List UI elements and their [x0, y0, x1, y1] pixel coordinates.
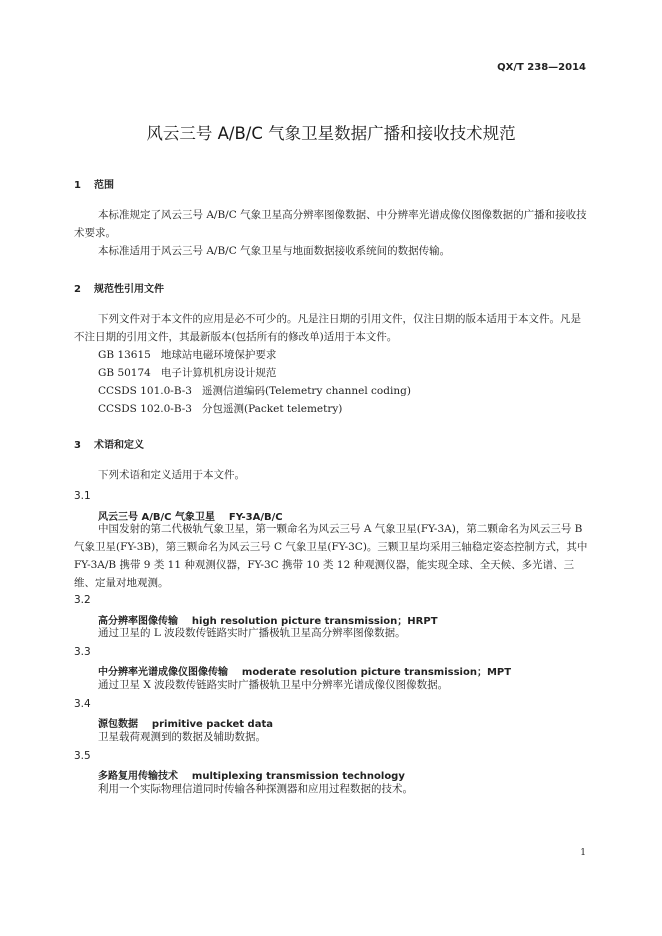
term-title: 源包数据 primitive packet data: [98, 719, 273, 730]
paragraph: 下列术语和定义适用于本文件。: [98, 469, 245, 481]
section-heading-references: [74, 280, 164, 295]
term-title: 中分辨率光谱成像仪图像传输 moderate resolution picture transmission；MPT: [98, 667, 512, 678]
section-number: 2: [74, 284, 81, 295]
reference-item: GB 13615 地球站电磁环境保护要求: [98, 349, 277, 361]
term-definition: 利用一个实际物理信道同时传输各种探测器和应用过程数据的技术。: [98, 783, 413, 795]
term-number: 3.1: [74, 490, 91, 502]
term-number: 3.3: [74, 646, 91, 658]
reference-item: GB 50174 电子计算机机房设计规范: [98, 367, 277, 379]
section-title: 范围: [94, 180, 114, 191]
standard-code: QX/T 238—2014: [497, 62, 586, 73]
page-number: 1: [580, 848, 586, 858]
section-number: 1: [74, 180, 81, 191]
paragraph: 下列文件对于本文件的应用是必不可少的。凡是注日期的引用文件，仅注日期的版本适用于本文件。凡是不注日期的引用文件，其最新版本(包括所有的修改单)适用于本文件。: [74, 313, 581, 343]
term-definition: 通过卫星 X 波段数传链路实时广播极轨卫星中分辨率光谱成像仪图像数据。: [98, 679, 449, 691]
reference-item: CCSDS 102.0-B-3 分包遥测(Packet telemetry): [98, 403, 343, 415]
section-title: 术语和定义: [94, 440, 144, 451]
term-number: 3.4: [74, 698, 91, 710]
reference-item: CCSDS 101.0-B-3 遥测信道编码(Telemetry channel coding): [98, 385, 411, 397]
document-title: 风云三号 A/B/C 气象卫星数据广播和接收技术规范: [146, 124, 516, 143]
term-number: 3.2: [74, 594, 91, 606]
section-heading-scope: [74, 176, 114, 191]
paragraph: 本标准规定了风云三号 A/B/C 气象卫星高分辨率图像数据、中分辨率光谱成像仪图像数据的广播和接收技术要求。: [74, 209, 587, 239]
section-heading-terms: [74, 436, 144, 451]
term-number: 3.5: [74, 750, 91, 762]
term-definition: 中国发射的第二代极轨气象卫星，第一颗命名为风云三号 A 气象卫星(FY-3A)，第二颗命名为风云三号 B 气象卫星(FY-3B)，第三颗命名为风云三号 C 气象卫星(FY-3C)。三颗卫星均采用三轴稳定姿态控制方式，其中 FY-3A/B 携带 9 类 11 种观测仪器，FY-3C 携带 10 类 12 种观测仪器，能实现全球、全天候、多光谱、三维、定量对地观测。: [74, 523, 588, 589]
paragraph: 本标准适用于风云三号 A/B/C 气象卫星与地面数据接收系统间的数据传输。: [98, 245, 451, 257]
term-title: 风云三号 A/B/C 气象卫星 FY-3A/B/C: [98, 512, 283, 523]
term-definition: 卫星载荷观测到的数据及辅助数据。: [98, 731, 266, 743]
term-definition: 通过卫星的 L 波段数传链路实时广播极轨卫星高分辨率图像数据。: [98, 627, 406, 639]
section-title: 规范性引用文件: [94, 284, 164, 295]
term-title: 高分辨率图像传输 high resolution picture transmission；HRPT: [98, 616, 438, 627]
term-title: 多路复用传输技术 multiplexing transmission technology: [98, 771, 405, 782]
section-number: 3: [74, 440, 81, 451]
